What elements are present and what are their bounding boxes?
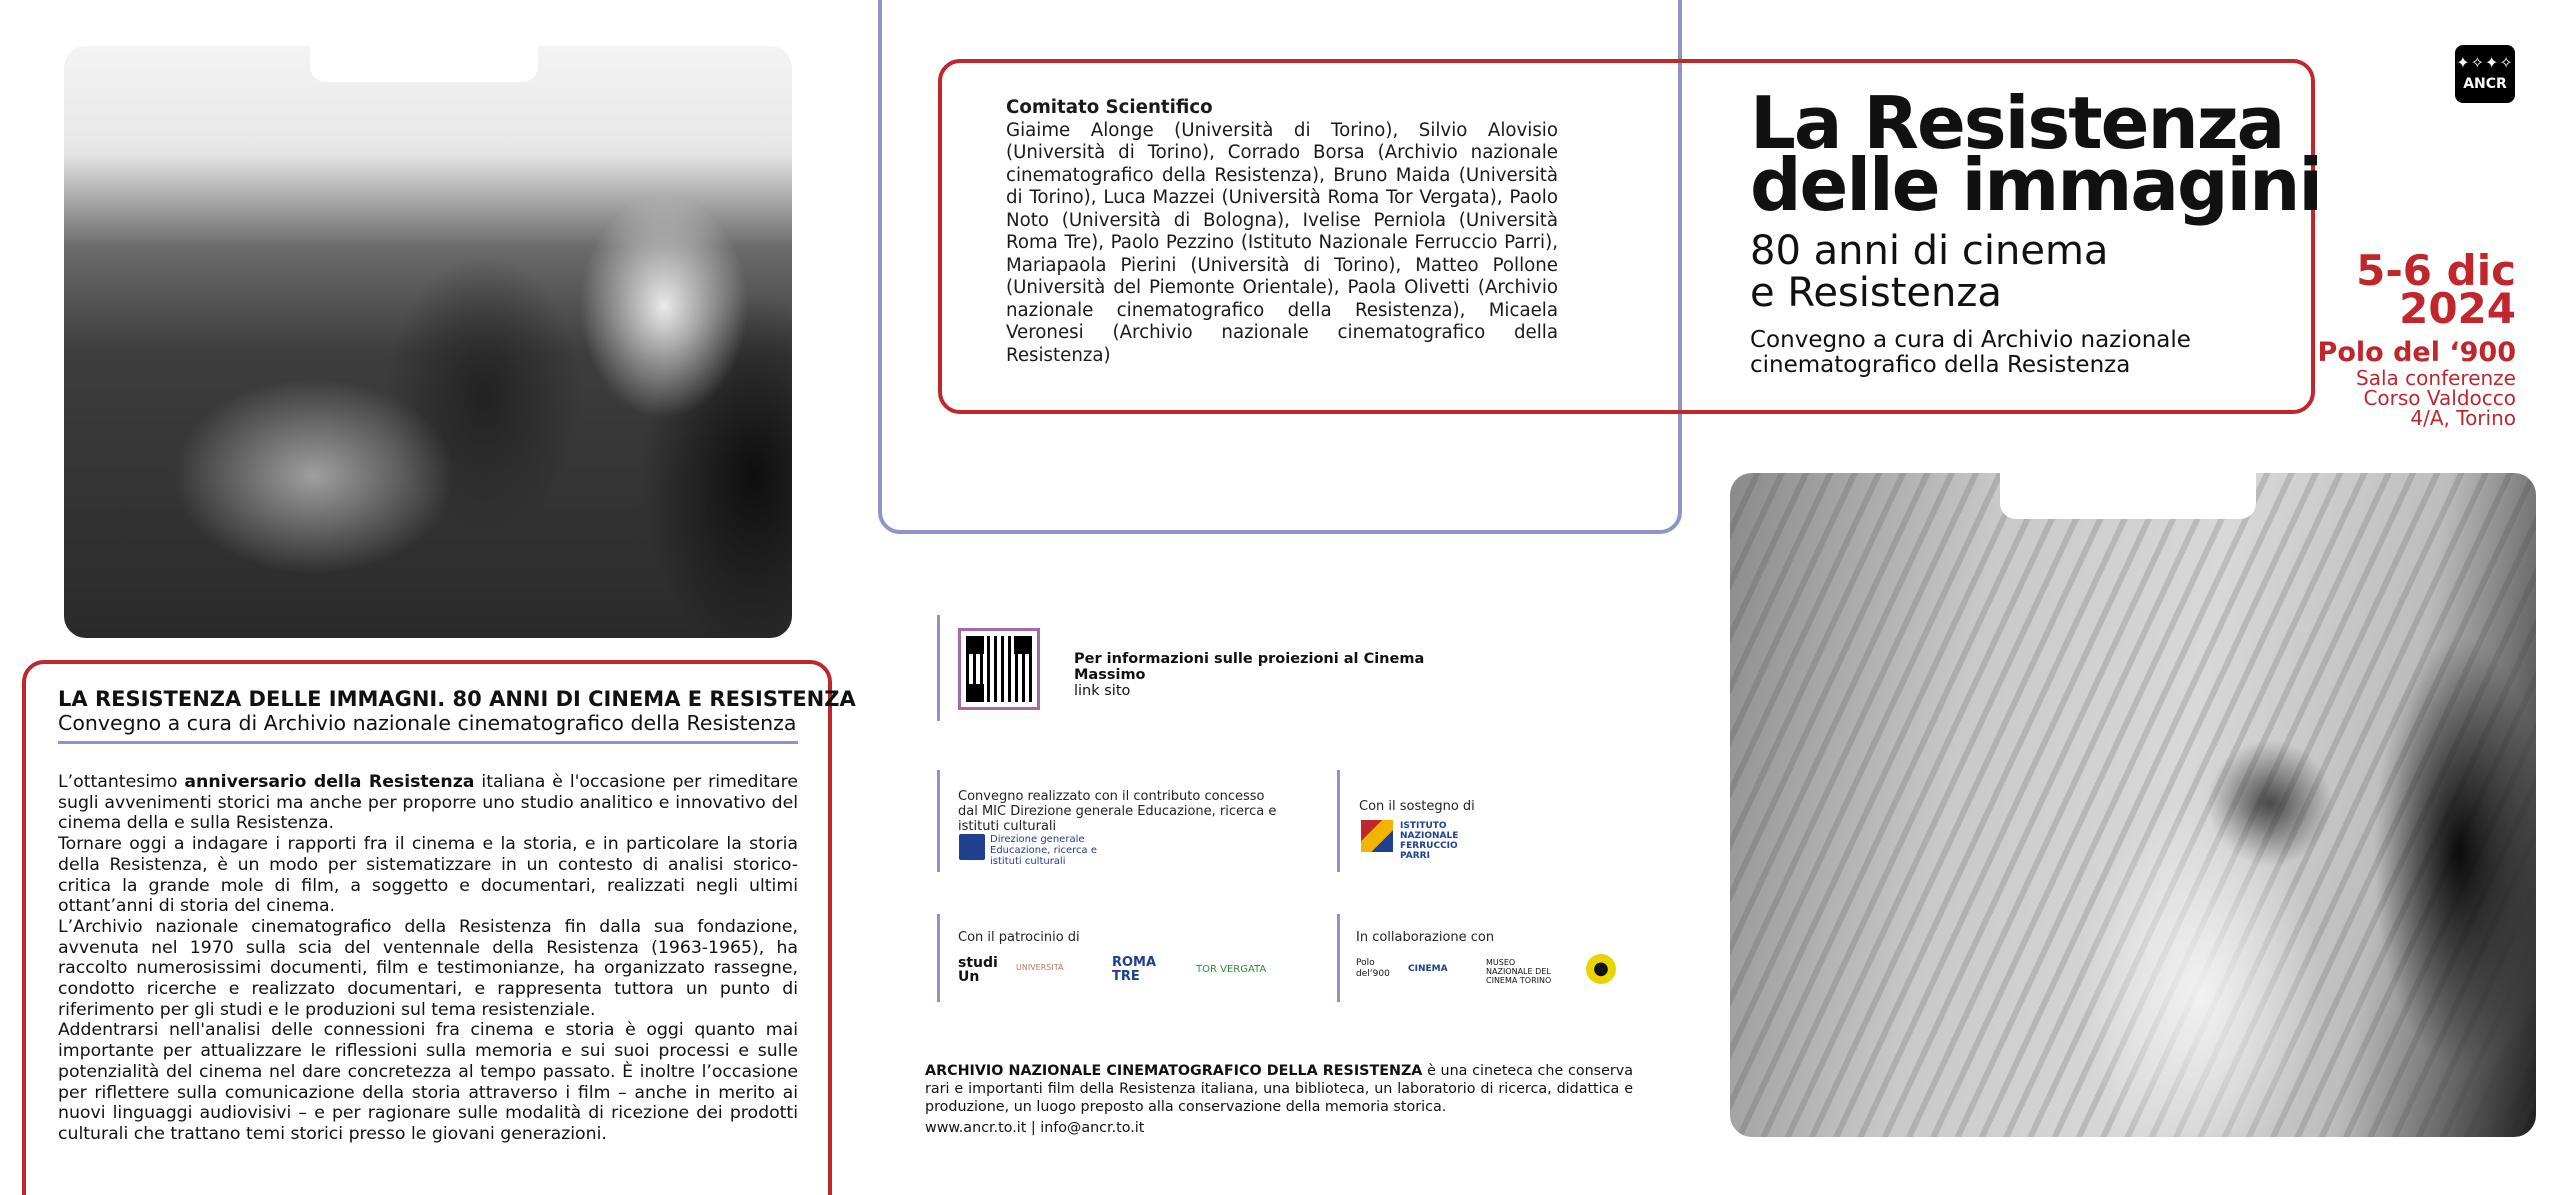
- archival-photo-partisans: [64, 46, 792, 638]
- subtitle-line-2: e Resistenza: [1750, 270, 2002, 316]
- main-title: [1750, 81, 2322, 227]
- divider-line: [937, 914, 940, 1002]
- divider-line: [937, 615, 940, 721]
- roma-tre-logo: ROMA TRE: [1112, 955, 1157, 984]
- divider-line: [1337, 770, 1340, 872]
- event-date-2: 2024: [2399, 284, 2516, 333]
- mic-logo-mark: [959, 834, 985, 860]
- university-logo: UNIVERSITÀ: [1016, 963, 1064, 972]
- footer-contact[interactable]: www.ancr.to.it | info@ancr.to.it: [925, 1120, 1145, 1136]
- museo-cinema-logo: MUSEO NAZIONALE DEL CINEMA TORINO: [1486, 958, 1552, 985]
- left-divider: [58, 741, 798, 744]
- title-line-2: delle immagini: [1750, 143, 2322, 227]
- title-line-1: La Resistenza: [1750, 81, 2284, 165]
- photo-tab-notch: [2000, 473, 2256, 519]
- p1-bold: anniversario della Resistenza: [184, 772, 475, 792]
- comitato-members: Giaime Alonge (Università di Torino), Silvio Alovisio (Università di Torino), Corrado Borsa (Archivio nazionale cinematografico della Resistenza), Bruno Maida (Università di Torino), Luca Mazzei (Università Roma Tor Vergata), Paolo Noto (Università di Bologna), Ivelise Perniola (Università Roma Tre), Paolo Pezzino (Istituto Nazionale Ferruccio Parri), Mariapaola Pierini (Università di Torino), Matteo Pollone (Università del Piemonte Orientale), Paola Olivetti (Archivio nazionale cinematografico della Resistenza), Micaela Veronesi (Archivio nazionale cinematografico della Resistenza): [1006, 119, 1558, 366]
- patrocinio-label: Con il patrocinio di: [958, 930, 1080, 945]
- body-text: [58, 772, 798, 1145]
- event-room: Sala conferenze: [2356, 366, 2516, 390]
- polo900-logo: Polo del‘900: [1356, 958, 1390, 979]
- event-street: Corso Valdocco: [2363, 386, 2516, 410]
- divider-line: [937, 770, 940, 872]
- paragraph-1: [58, 772, 798, 834]
- event-info: [2290, 246, 2516, 430]
- qr-info: [1074, 651, 1494, 699]
- event-city: 4/A, Torino: [2410, 406, 2516, 430]
- ancr-logo: [2455, 45, 2515, 103]
- photo-tab-notch: [310, 46, 538, 82]
- sostegno-label: Con il sostegno di: [1359, 799, 1475, 814]
- paragraph-2: Tornare oggi a indagare i rapporti fra il cinema e la storia, e in particolare la storia della Resistenza, è un modo per sistematizzare in un contesto di analisi storico-critica la grande mole di film, a soggetto e documentari, realizzati negli ultimi ottant’anni di storia del cinema.: [58, 834, 798, 917]
- qr-link[interactable]: link sito: [1074, 683, 1131, 699]
- subtitle: [1750, 230, 2230, 314]
- divider-line: [1337, 914, 1340, 1002]
- left-title: LA RESISTENZA DELLE IMMAGNI. 80 ANNI DI CINEMA E RESISTENZA: [58, 687, 856, 711]
- p1-pre: L’ottantesimo: [58, 772, 185, 792]
- cinema-logo: CINEMA: [1408, 964, 1448, 974]
- footer-body: è una cineteca che conserva rari e importanti film della Resistenza italiana, una biblioteca, un laboratorio di ricerca, didattica e produzione, un luogo preposto alla conservazione della memoria storica.: [925, 1063, 1633, 1115]
- paragraph-3: L’Archivio nazionale cinematografico della Resistenza fin dalla sua fondazione, avvenuta nel 1970 sulla scia del ventennale della Resistenza (1963-1965), ha raccolto numerosissimi documenti, film e testimonianze, ha organizzato rassegne, condotto ricerche e realizzato documentari, e rappresenta tuttora un punto di riferimento per gli studi e le produzioni sul tema resistenziale.: [58, 916, 798, 1020]
- archival-photo-wall: [1730, 473, 2536, 1137]
- p1-post: italiana è l'occasione per rimeditare sugli avvenimenti storici ma anche per proporre uno studio analitico e innovativo del cinema della e sulla Resistenza.: [58, 772, 799, 834]
- paragraph-4: Addentrarsi nell'analisi delle connessioni fra cinema e storia è oggi quanto mai importante per attualizzare le riflessioni sulla memoria e sui suoi processi e sulle potenzialità del cinema nel dare concretezza al tempo passato. È inoltre l’occasione per riflettere sulla comunicazione della storia attraverso i film – anche in merito ai nuovi linguaggi audiovisivi – e per ragionare sulle modalità di ricezione dei prodotti culturali che trattano temi storici presso le giovani generazioni.: [58, 1020, 798, 1144]
- organizer-text: Convegno a cura di Archivio nazionale cinematografico della Resistenza: [1750, 327, 2191, 378]
- footer-bold: ARCHIVIO NAZIONALE CINEMATOGRAFICO DELLA RESISTENZA: [925, 1063, 1423, 1079]
- studium-logo: studi Un: [958, 955, 998, 985]
- yellow-circle-logo: ●: [1586, 954, 1616, 984]
- comitato-heading: Comitato Scientifico: [1006, 97, 1213, 118]
- collaborazione-label: In collaborazione con: [1356, 930, 1495, 945]
- footer-description: [925, 1062, 1633, 1116]
- event-venue: Polo del ‘900: [2317, 337, 2516, 368]
- parri-logo-mark: [1361, 820, 1393, 852]
- qr-code[interactable]: [958, 628, 1040, 710]
- contributo-label: Convegno realizzato con il contributo concesso dal MIC Direzione generale Educazione, ricerca e istituti culturali: [958, 789, 1277, 834]
- qr-pattern: [966, 636, 1032, 702]
- logo-figures: ✦✧✦✧: [2456, 53, 2514, 72]
- parri-logo-text: ISTITUTO NAZIONALE FERRUCCIO PARRI: [1400, 821, 1459, 861]
- tor-vergata-logo: TOR VERGATA: [1196, 964, 1267, 975]
- qr-title: Per informazioni sulle proiezioni al Cinema Massimo: [1074, 651, 1425, 683]
- mic-logo-text: Direzione generale Educazione, ricerca e istituti culturali: [990, 834, 1098, 867]
- event-date-1: 5-6 dic: [2356, 246, 2516, 295]
- left-subtitle: Convegno a cura di Archivio nazionale cinematografico della Resistenza: [58, 711, 797, 735]
- comitato-scientifico: [1006, 97, 1558, 367]
- subtitle-line-1: 80 anni di cinema: [1750, 228, 2109, 274]
- logo-text: ANCR: [2463, 76, 2507, 92]
